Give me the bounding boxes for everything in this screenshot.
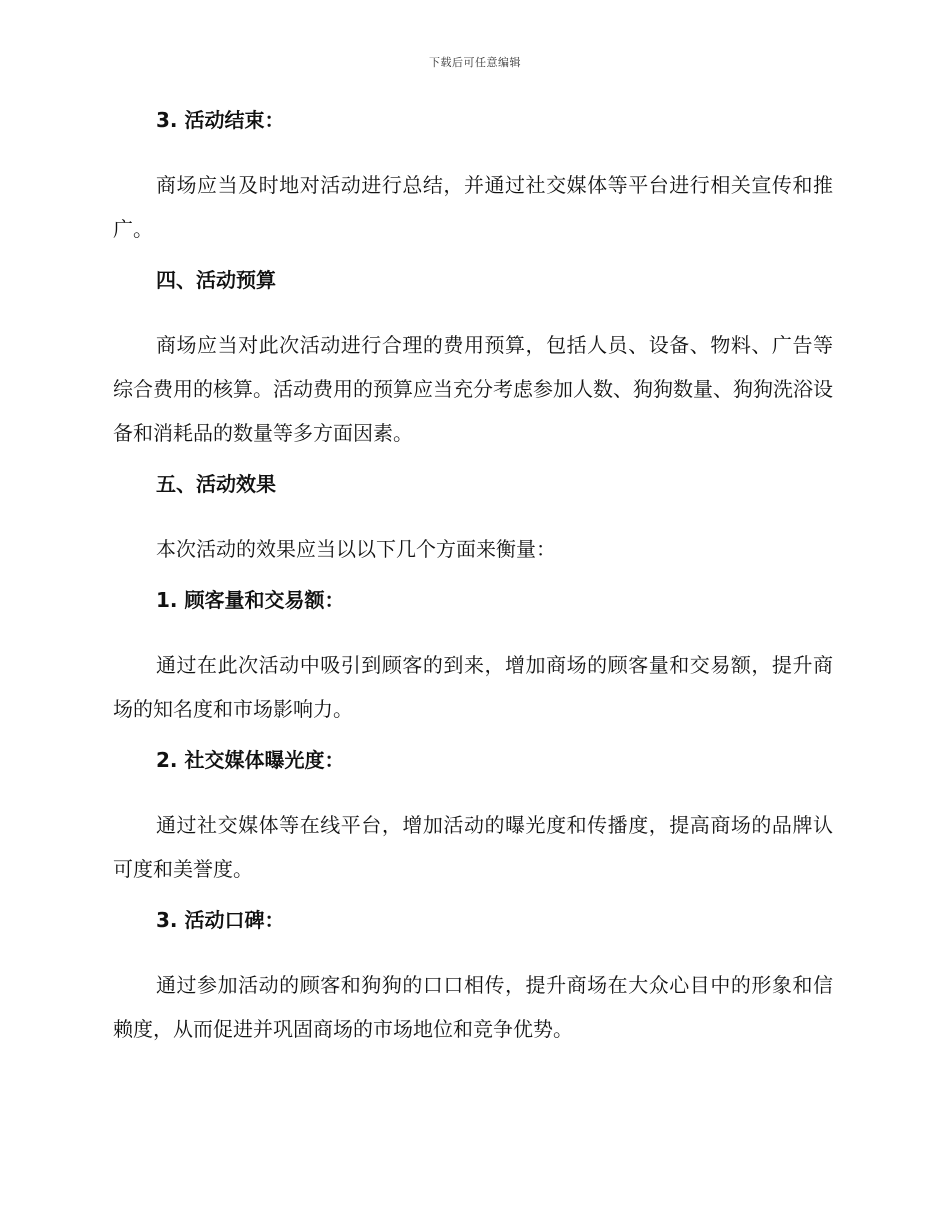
section-heading-social-exposure: 2. 社交媒体曝光度： — [156, 748, 345, 772]
paragraph-budget: 商场应当对此次活动进行合理的费用预算，包括人员、设备、物料、广告等综合费用的核算。活动费用的预算应当充分考虑参加人数、狗狗数量、狗狗洗浴设备和消耗品的数量等多方面因素。 — [113, 333, 833, 445]
paragraph-activity-end: 商场应当及时地对活动进行总结，并通过社交媒体等平台进行相关宣传和推广。 — [113, 173, 833, 241]
section-heading-customer-volume: 1. 顾客量和交易额： — [156, 588, 345, 612]
section-heading-effect: 五、活动效果 — [156, 472, 276, 496]
paragraph-word-of-mouth: 通过参加活动的顾客和狗狗的口口相传，提升商场在大众心目中的形象和信赖度，从而促进并巩固商场的市场地位和竞争优势。 — [113, 973, 833, 1041]
paragraph-customer-volume: 通过在此次活动中吸引到顾客的到来，增加商场的顾客量和交易额，提升商场的知名度和市场影响力。 — [113, 653, 833, 721]
section-heading-word-of-mouth: 3. 活动口碑： — [156, 908, 285, 932]
page-header: 下载后可任意编辑 — [429, 56, 521, 69]
document-body — [113, 105, 833, 1065]
section-heading-activity-end: 3. 活动结束： — [156, 108, 285, 132]
paragraph-effect-intro: 本次活动的效果应当以以下几个方面来衡量： — [156, 537, 556, 561]
paragraph-social-exposure: 通过社交媒体等在线平台，增加活动的曝光度和传播度，提高商场的品牌认可度和美誉度。 — [113, 813, 833, 881]
section-heading-budget: 四、活动预算 — [156, 268, 276, 292]
